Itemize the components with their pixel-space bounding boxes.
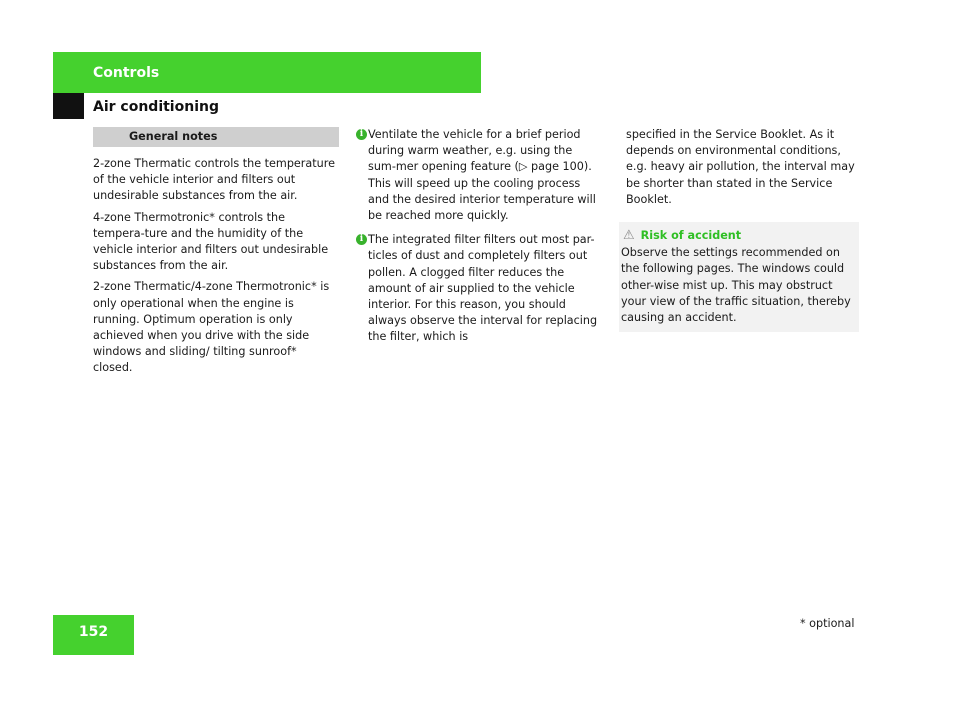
info-note-text: Ventilate the vehicle for a brief period during warm weather, e.g. using the sum-mer opening feature (▷ page 100). This will speed up the cooling process and the desired interior temperature will be reached more quickly. (368, 128, 596, 223)
paragraph-thermotronic: 4-zone Thermotronic* controls the tempera-ture and the humidity of the vehicle interior and filters out undesirable substances from the air. (93, 210, 329, 273)
footnote-optional: * optional (800, 617, 855, 630)
warning-title-text: Risk of accident (640, 229, 742, 243)
warning-text: Observe the settings recommended on the following pages. The windows could other-wise mist up. This may obstruct your view of the traffic situation, thereby causing an accident. (621, 246, 851, 325)
general-notes-heading: General notes (93, 127, 339, 147)
section-tab (53, 52, 481, 93)
column-1 (93, 127, 339, 382)
paragraph-thermatic: 2-zone Thermatic controls the temperature of the vehicle interior and filters out undesirable substances from the air. (93, 157, 335, 203)
info-icon: i (356, 234, 367, 245)
page-number-text: 152 (78, 624, 109, 640)
column-3 (619, 127, 859, 332)
page-title: Air conditioning (93, 99, 219, 115)
info-note-ventilate (356, 127, 602, 224)
column-2 (356, 127, 602, 354)
page-edge-marker (53, 93, 84, 119)
paragraph-operation: 2-zone Thermatic/4-zone Thermotronic* is only operational when the engine is running. Optimum operation is only achieved when you drive with the side windows and sliding/ tilting sunroof* closed. (93, 280, 330, 375)
info-note-continuation: specified in the Service Booklet. As it depends on environmental conditions, e.g. heavy air pollution, the interval may be shorter than stated in the Service Booklet. (626, 128, 855, 206)
section-tab-label: Controls (93, 65, 160, 81)
page-number (53, 615, 134, 655)
warning-title (621, 228, 855, 244)
warning-box (619, 222, 859, 332)
info-note-text: The integrated filter filters out most par-ticles of dust and completely filters out pollen. A clogged filter reduces the amount of air supplied to the vehicle interior. For this reason, you should always observe the interval for replacing the filter, which is (368, 233, 598, 344)
warning-triangle-icon: ⚠ (623, 228, 635, 244)
info-note-filter (356, 232, 602, 345)
info-icon: i (356, 129, 367, 140)
